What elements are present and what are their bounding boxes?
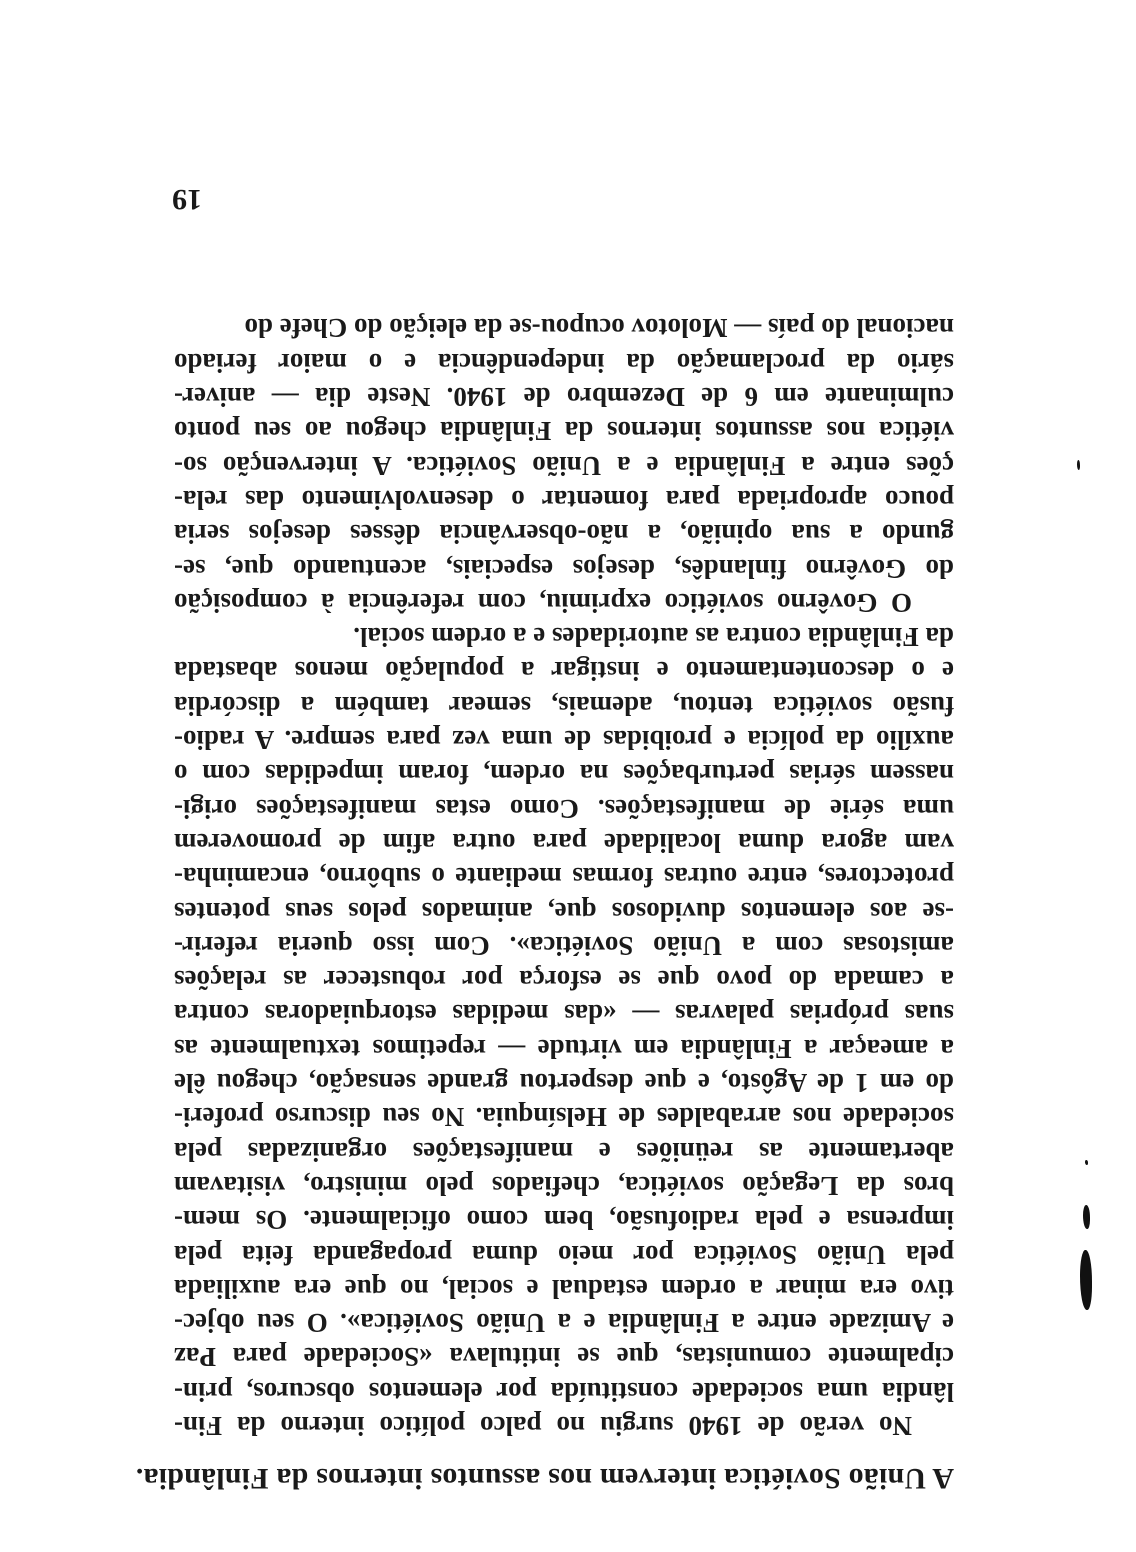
text-line: No verão de 1940 surgiu no palco político interno da Fin- [174,1411,912,1441]
scan-speck [1083,1205,1090,1229]
text-line: nacional do país — Molotov ocupou-se da eleição do Chefe do [244,313,954,344]
text-line: do Govêrno finlandês, desejos especiais, acentuando que, se- [174,553,954,584]
text-line: e Amizade entre a Finlândia e a União Soviética». O seu objec- [174,1308,954,1339]
text-line: pela União Soviética por meio duma propaganda feita pela [174,1239,954,1270]
text-line: viética nos assuntos internos da Finlândia chegou ao seu ponto [174,416,954,447]
text-line: tivo era minar a ordem estadual e social, no que era auxiliada [174,1273,954,1304]
text-line: ções entre a Finlândia e a União Soviética. A intervenção so- [174,450,954,481]
text-line: cipalmente comunistas, que se intitulava «Sociedade para Paz [174,1342,954,1373]
text-line: -se aos elementos duvidosos que, animados pelos seus potentes [174,896,954,927]
paragraph-2 [174,311,954,620]
page-number: 19 [172,183,202,216]
text-line: auxílio da polícia e proibidas de uma vez para sempre. A radio- [174,725,954,756]
section-heading: A União Soviética intervem nos assuntos internos da Finlândia. [135,1462,954,1495]
text-line: a ameaçar a Finlândia em virtude — repetimos textualmente as [174,1033,954,1064]
text-line: sário da proclamação da independência e o maior feriado [174,347,954,378]
text-line: abertamente as reüniões e manifestações organizadas pela [174,1136,954,1167]
text-line: e o descontentamento e instigar a população menos abastada [174,656,954,687]
scan-speck [1085,1160,1088,1165]
paragraph-1 [174,620,954,1443]
text-line: da Finlândia contra as autoridades e a ordem social. [353,622,954,653]
text-line: protectores, entre outras formas mediante o subôrno, encaminha- [174,862,954,893]
text-line: O Govêrno soviético exprimiu, com referência à composição [174,587,912,618]
text-line: amistosas com a União Soviética». Com isso queria referir- [174,930,954,961]
scan-speck [1077,460,1080,470]
text-line: gundo a sua opinião, a não-observância dêsses desejos seria [174,519,954,550]
text-line: sociedade nos arrabaldes de Helsínquia. No seu discurso proferi- [174,1102,954,1133]
text-block [135,311,954,1496]
text-line: bros da Legação soviética, chefiados pelo ministro, visitavam [174,1170,954,1201]
text-line: do em 1 de Agôsto, e que despertou grande sensação, chegou êle [174,1068,954,1099]
text-line: uma série de manifestações. Como estas manifestações origi- [174,793,954,824]
text-line: nassem sérias perturbações na ordem, foram impedidas com o [174,759,954,790]
text-line: fusão soviética tentou, ademais, semear também a discórdia [174,690,954,721]
text-line: culminante em 6 de Dezembro de 1940. Neste dia — aniver- [174,382,954,413]
text-line: pouco apropriada para fomentar o desenvolvimento das rela- [174,484,954,515]
text-line: lândia uma sociedade constituída por elementos obscuros, prin- [174,1376,954,1407]
text-line: imprensa e pela radiofusão, bem como oficialmente. Os mem- [174,1205,954,1236]
text-line: suas próprias palavras — «das medidas estorquiadoras contra [174,999,954,1030]
text-line: a camada do povo que se esforça por robustecer as relações [174,965,954,996]
text-line: vam agora duma localidade para outra afim de promoverem [174,827,954,858]
scan-speck [1080,1250,1092,1310]
